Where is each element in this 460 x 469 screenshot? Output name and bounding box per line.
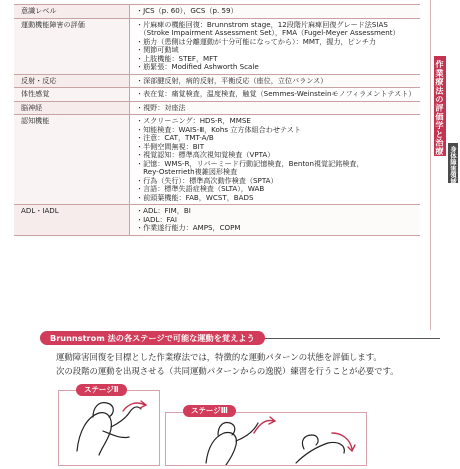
row-content-line: ・言語：標準失語症検査（SLTA），WAB bbox=[136, 184, 265, 193]
row-label: 認知機能 bbox=[14, 115, 130, 205]
row-content-line: ・深部腱反射，病的反射，平衡反応（座位，立位バランス） bbox=[136, 75, 328, 85]
row-content-line: ・ADL：FIM，BI bbox=[136, 206, 191, 215]
row-content-line: ・片麻痺の機能回復：Brunnstrom stage，12段階片麻痺回復グレード法SIAS bbox=[136, 19, 388, 29]
row-content bbox=[130, 101, 421, 115]
row-label: 体性感覚 bbox=[14, 88, 130, 102]
row-content-line: ・行為（失行）：標準高次動作検査（SPTA） bbox=[136, 175, 278, 185]
row-label: 反射・反応 bbox=[14, 74, 130, 88]
row-content bbox=[130, 205, 421, 236]
table-row bbox=[14, 5, 420, 19]
row-content-line: ・関節可動域 bbox=[136, 45, 179, 54]
row-label: 運動機能障害の評価 bbox=[14, 18, 130, 74]
evaluation-table bbox=[14, 4, 420, 236]
row-content-line: ・筋緊張：Modified Ashworth Scale bbox=[136, 62, 259, 71]
row-content-line: ・スクリーニング：HDS-R，MMSE bbox=[136, 116, 251, 125]
section-paragraph bbox=[56, 350, 399, 378]
row-label: ADL・IADL bbox=[14, 205, 130, 236]
stage-2-illustration bbox=[59, 391, 159, 465]
section-title: Brunnstrom 法の各ステージで可能な運動を覚えよう bbox=[40, 331, 265, 345]
row-label: 脳神経 bbox=[14, 101, 130, 115]
table-row bbox=[14, 74, 420, 88]
row-content-line: ・JCS（p. 60），GCS（p. 59） bbox=[136, 6, 238, 15]
paragraph-line: 次の段階の運動を出現させる（共同運動パターンからの逸脱）練習を行うことが必要です。 bbox=[56, 366, 399, 376]
column-divider bbox=[430, 0, 431, 330]
row-content-line: ・上肢機能：STEF，MFT bbox=[136, 53, 218, 63]
table-row bbox=[14, 88, 420, 102]
chapter-tab-label: 作業療法の評価学と治療学 bbox=[435, 60, 445, 165]
row-label: 意識レベル bbox=[14, 5, 130, 19]
row-content bbox=[130, 18, 421, 74]
row-content-line: ・視野：対座法 bbox=[136, 102, 186, 112]
table-row bbox=[14, 18, 420, 74]
row-content-line: ・筋力（患側は分離運動が十分可能になってから）：MMT，握力，ピンチ力 bbox=[136, 36, 377, 46]
row-content-line: ・IADL：FAI bbox=[136, 214, 177, 224]
row-content bbox=[130, 74, 421, 88]
row-content bbox=[130, 5, 421, 19]
row-content-line: ・前頭葉機能：FAB，WCST，BADS bbox=[136, 192, 254, 202]
row-content bbox=[130, 88, 421, 102]
row-content-line: Rey-Osterrieth複雑図形検査 bbox=[136, 167, 238, 176]
stage-3-label: ステージⅢ bbox=[183, 405, 236, 417]
stage-3-illustration bbox=[166, 413, 366, 465]
table-row bbox=[14, 205, 420, 236]
row-content-line: ・表在覚：痛覚検査，温度検査，触覚（Semmes-Weinsteinモノフィラメントテスト） bbox=[136, 89, 416, 98]
row-content-line: （Stroke Impairment Assessment Set），FMA（Fugel-Meyer Assessment） bbox=[136, 28, 400, 37]
section-tab-label: 身体障害領域 bbox=[449, 146, 457, 185]
row-content-line: ・注意：CAT，TMT-A/B bbox=[136, 133, 214, 142]
stage-2-label: ステージⅡ bbox=[76, 384, 127, 396]
row-content-line: ・作業遂行能力：AMPS，COPM bbox=[136, 223, 241, 232]
row-content-line: ・知能検査：WAIS-Ⅲ，Kohs 立方体組合わせテスト bbox=[136, 124, 301, 134]
stage-2-figure bbox=[58, 390, 160, 466]
row-content-line: ・視覚認知：標準高次視知覚検査（VPTA） bbox=[136, 150, 275, 159]
row-content bbox=[130, 115, 421, 205]
row-content-line: ・記憶：WMS-R，リバーミード行動記憶検査，Benton視覚記銘検査， bbox=[136, 158, 364, 168]
table-row bbox=[14, 101, 420, 115]
stage-3-figure bbox=[165, 412, 367, 466]
table-row bbox=[14, 115, 420, 205]
row-content-line: ・半側空間無視：BIT bbox=[136, 141, 205, 151]
paragraph-line: 運動障害回復を目標とした作業療法では，特徴的な運動パターンの状態を評価します。 bbox=[56, 352, 382, 362]
